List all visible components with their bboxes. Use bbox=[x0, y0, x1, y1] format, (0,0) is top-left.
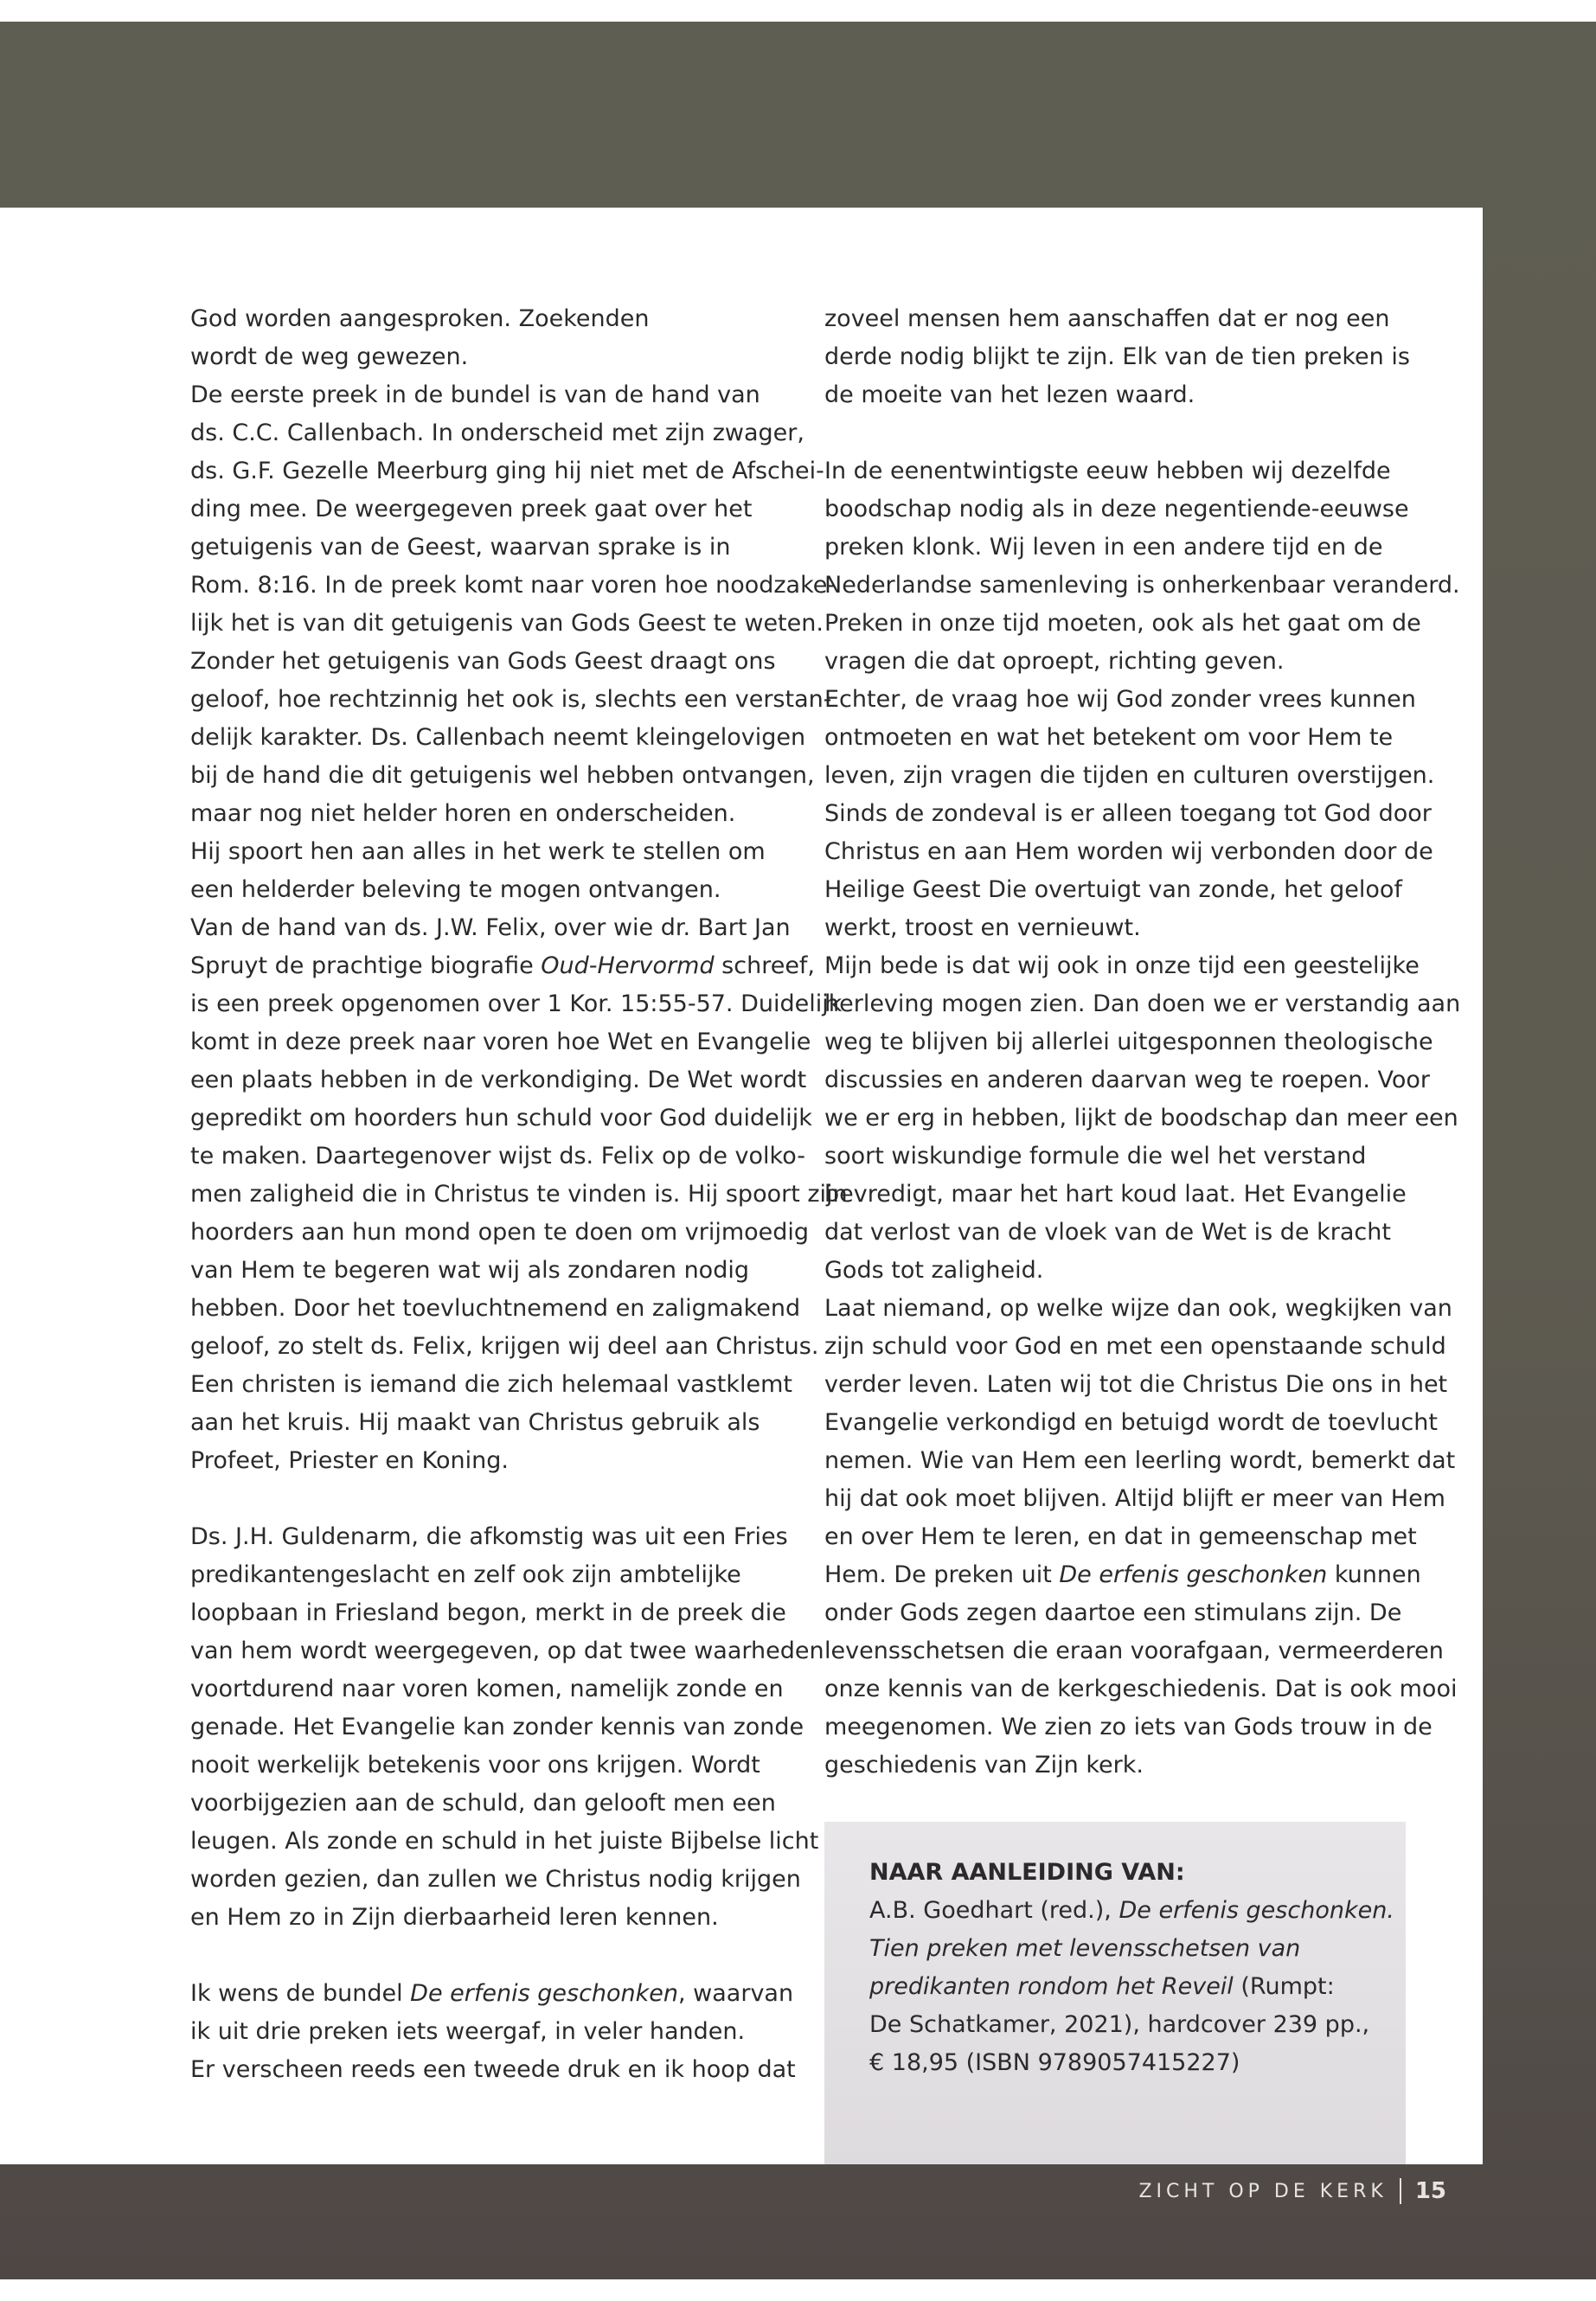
text-line bbox=[869, 1930, 1388, 1968]
article-page bbox=[0, 208, 1483, 2164]
text-line: Heilige Geest Die overtuigt van zonde, het geloof bbox=[824, 876, 1402, 903]
text-line: Ds. J.H. Guldenarm, die afkomstig was uit een Fries bbox=[190, 1523, 788, 1550]
text-line: soort wiskundige formule die wel het verstand bbox=[824, 1143, 1367, 1170]
text-line: Van de hand van ds. J.W. Felix, over wie dr. Bart Jan bbox=[190, 914, 791, 941]
text-line: Laat niemand, op welke wijze dan ook, wegkijken van bbox=[824, 1295, 1452, 1322]
text-line: Een christen is iemand die zich helemaal vastklemt bbox=[190, 1371, 793, 1398]
text-line: God worden aangesproken. Zoekenden bbox=[190, 305, 650, 332]
text-line: is een preek opgenomen over 1 Kor. 15:55-57. Duidelijk bbox=[190, 990, 843, 1017]
paragraph-break bbox=[824, 414, 1413, 452]
page-footer bbox=[1138, 2178, 1446, 2204]
text-line: Gods tot zaligheid. bbox=[824, 1257, 1044, 1284]
text-line: ik uit drie preken iets weergaf, in veler handen. bbox=[190, 2018, 746, 2045]
text-line: Zonder het getuigenis van Gods Geest draagt ons bbox=[190, 648, 776, 675]
text-line: herleving mogen zien. Dan doen we er verstandig aan bbox=[824, 990, 1461, 1017]
text-line: nooit werkelijk betekenis voor ons krijgen. Wordt bbox=[190, 1752, 760, 1779]
paragraph-break bbox=[190, 1937, 787, 1975]
text-line: derde nodig blijkt te zijn. Elk van de tien preken is bbox=[824, 343, 1410, 370]
text-line: zijn schuld voor God en met een openstaande schuld bbox=[824, 1333, 1446, 1360]
text-line: predikantengeslacht en zelf ook zijn ambtelijke bbox=[190, 1561, 741, 1588]
text-line: onze kennis van de kerkgeschiedenis. Dat is ook mooi bbox=[824, 1676, 1458, 1702]
text-line: In de eenentwintigste eeuw hebben wij dezelfde bbox=[824, 458, 1391, 484]
text-line: discussies en anderen daarvan weg te roepen. Voor bbox=[824, 1067, 1431, 1093]
text-line: een plaats hebben in de verkondiging. De Wet wordt bbox=[190, 1067, 807, 1093]
text-line: voorbijgezien aan de schuld, dan gelooft men een bbox=[190, 1790, 776, 1817]
text-line: wordt de weg gewezen. bbox=[190, 343, 469, 370]
text-line: we er erg in hebben, lijkt de boodschap dan meer een bbox=[824, 1105, 1458, 1131]
text-line: levensschetsen die eraan voorafgaan, vermeerderen bbox=[824, 1638, 1444, 1664]
italic-title: Tien preken met levensschetsen van bbox=[869, 1935, 1301, 1962]
text-line: Spruyt de prachtige biografie Oud-Hervormd schreef, bbox=[190, 952, 816, 979]
italic-title: De erfenis geschonken bbox=[1059, 1561, 1328, 1588]
right-column bbox=[824, 300, 1461, 1785]
text-line: De eerste preek in de bundel is van de hand van bbox=[190, 381, 760, 408]
text-line: zoveel mensen hem aanschaffen dat er nog een bbox=[824, 305, 1390, 332]
text-line: Hij spoort hen aan alles in het werk te stellen om bbox=[190, 838, 766, 865]
text-line: genade. Het Evangelie kan zonder kennis van zonde bbox=[190, 1714, 804, 1740]
magazine-name: ZICHT OP DE KERK bbox=[1138, 2180, 1388, 2202]
text-line: De Schatkamer, 2021), hardcover 239 pp., bbox=[869, 2011, 1370, 2038]
text-line: preken klonk. Wij leven in een andere tijd en de bbox=[824, 534, 1383, 561]
text-line: hebben. Door het toevluchtnemend en zaligmakend bbox=[190, 1295, 801, 1322]
text-line: geloof, hoe rechtzinnig het ook is, slechts een verstan- bbox=[190, 686, 832, 713]
text-line: weg te blijven bij allerlei uitgesponnen theologische bbox=[824, 1029, 1433, 1055]
text-line: Mijn bede is dat wij ook in onze tijd een geestelijke bbox=[824, 952, 1420, 979]
text-line: dat verlost van de vloek van de Wet is de kracht bbox=[824, 1219, 1391, 1246]
text-line: € 18,95 (ISBN 9789057415227) bbox=[869, 2049, 1240, 2076]
text-line: Ik wens de bundel De erfenis geschonken, waarvan bbox=[190, 1980, 794, 2007]
text-line: verder leven. Laten wij tot die Christus Die ons in het bbox=[824, 1371, 1448, 1398]
text-line: loopbaan in Friesland begon, merkt in de preek die bbox=[190, 1599, 786, 1626]
text-line: bevredigt, maar het hart koud laat. Het Evangelie bbox=[824, 1181, 1407, 1208]
text-line: werkt, troost en vernieuwt. bbox=[824, 914, 1141, 941]
text-line: leugen. Als zonde en schuld in het juiste Bijbelse licht bbox=[190, 1828, 819, 1855]
text-line: Sinds de zondeval is er alleen toegang tot God door bbox=[824, 800, 1432, 827]
text-line: ontmoeten en wat het betekent om voor Hem te bbox=[824, 724, 1394, 751]
paragraph-break bbox=[190, 1480, 787, 1518]
left-column bbox=[190, 300, 848, 2089]
text-line: worden gezien, dan zullen we Christus nodig krijgen bbox=[190, 1866, 801, 1893]
text-line: Nederlandse samenleving is onherkenbaar veranderd. bbox=[824, 572, 1460, 599]
text-line: meegenomen. We zien zo iets van Gods trouw in de bbox=[824, 1714, 1433, 1740]
text-line: van Hem te begeren wat wij als zondaren nodig bbox=[190, 1257, 749, 1284]
text-line: voortdurend naar voren komen, namelijk zonde en bbox=[190, 1676, 784, 1702]
text-line: een helderder beleving te mogen ontvangen. bbox=[190, 876, 721, 903]
text-line: nemen. Wie van Hem een leerling wordt, bemerkt dat bbox=[824, 1447, 1456, 1474]
text-line: Christus en aan Hem worden wij verbonden door de bbox=[824, 838, 1433, 865]
text-line: en Hem zo in Zijn dierbaarheid leren kennen. bbox=[190, 1904, 719, 1931]
text-line: ding mee. De weergegeven preek gaat over het bbox=[190, 496, 753, 522]
text-line: maar nog niet helder horen en onderscheiden. bbox=[190, 800, 736, 827]
text-line: ds. G.F. Gezelle Meerburg ging hij niet met de Afschei- bbox=[190, 458, 824, 484]
text-line: A.B. Goedhart (red.), De erfenis geschonken. bbox=[869, 1897, 1394, 1924]
reference-body bbox=[869, 1892, 1394, 2082]
text-line: van hem wordt weergegeven, op dat twee waarheden bbox=[190, 1638, 824, 1664]
text-line: leven, zijn vragen die tijden en culturen overstijgen. bbox=[824, 762, 1435, 789]
text-line: de moeite van het lezen waard. bbox=[824, 381, 1195, 408]
text-line: aan het kruis. Hij maakt van Christus gebruik als bbox=[190, 1409, 760, 1436]
text-line: boodschap nodig als in deze negentiende-eeuwse bbox=[824, 496, 1409, 522]
text-line: Er verscheen reeds een tweede druk en ik hoop dat bbox=[190, 2056, 796, 2083]
reference-heading: NAAR AANLEIDING VAN: bbox=[869, 1859, 1185, 1886]
text-line: delijk karakter. Ds. Callenbach neemt kleingelovigen bbox=[190, 724, 806, 751]
text-line: gepredikt om hoorders hun schuld voor God duidelijk bbox=[190, 1105, 812, 1131]
text-line: Rom. 8:16. In de preek komt naar voren hoe noodzake- bbox=[190, 572, 836, 599]
text-line: hij dat ook moet blijven. Altijd blijft er meer van Hem bbox=[824, 1485, 1445, 1512]
text-line: vragen die dat oproept, richting geven. bbox=[824, 648, 1285, 675]
text-line: Preken in onze tijd moeten, ook als het gaat om de bbox=[824, 610, 1421, 637]
text-line: te maken. Daartegenover wijst ds. Felix op de volko- bbox=[190, 1143, 805, 1170]
text-line: geschiedenis van Zijn kerk. bbox=[824, 1752, 1144, 1779]
italic-title: De erfenis geschonken. bbox=[1118, 1897, 1394, 1924]
text-line: predikanten rondom het Reveil (Rumpt: bbox=[869, 1973, 1335, 2000]
italic-title: predikanten rondom het Reveil bbox=[869, 1973, 1234, 2000]
text-line: geloof, zo stelt ds. Felix, krijgen wij deel aan Christus. bbox=[190, 1333, 819, 1360]
text-line: Hem. De preken uit De erfenis geschonken kunnen bbox=[824, 1561, 1421, 1588]
page-number: 15 bbox=[1414, 2178, 1446, 2204]
text-line: hoorders aan hun mond open te doen om vrijmoedig bbox=[190, 1219, 810, 1246]
text-line: onder Gods zegen daartoe een stimulans zijn. De bbox=[824, 1599, 1402, 1626]
text-line: bij de hand die dit getuigenis wel hebben ontvangen, bbox=[190, 762, 815, 789]
reference-box bbox=[824, 1822, 1406, 2164]
text-line: Echter, de vraag hoe wij God zonder vrees kunnen bbox=[824, 686, 1416, 713]
footer-divider bbox=[1400, 2178, 1401, 2204]
text-line: Profeet, Priester en Koning. bbox=[190, 1447, 509, 1474]
text-line: en over Hem te leren, en dat in gemeenschap met bbox=[824, 1523, 1417, 1550]
text-line: ds. C.C. Callenbach. In onderscheid met zijn zwager, bbox=[190, 420, 804, 446]
text-line: lijk het is van dit getuigenis van Gods Geest te weten. bbox=[190, 610, 824, 637]
text-line: komt in deze preek naar voren hoe Wet en Evangelie bbox=[190, 1029, 811, 1055]
italic-title: De erfenis geschonken bbox=[410, 1980, 679, 2007]
text-line: getuigenis van de Geest, waarvan sprake is in bbox=[190, 534, 731, 561]
text-line: Evangelie verkondigd en betuigd wordt de toevlucht bbox=[824, 1409, 1438, 1436]
italic-title: Oud-Hervormd bbox=[541, 952, 715, 979]
text-line: men zaligheid die in Christus te vinden is. Hij spoort zijn bbox=[190, 1181, 848, 1208]
